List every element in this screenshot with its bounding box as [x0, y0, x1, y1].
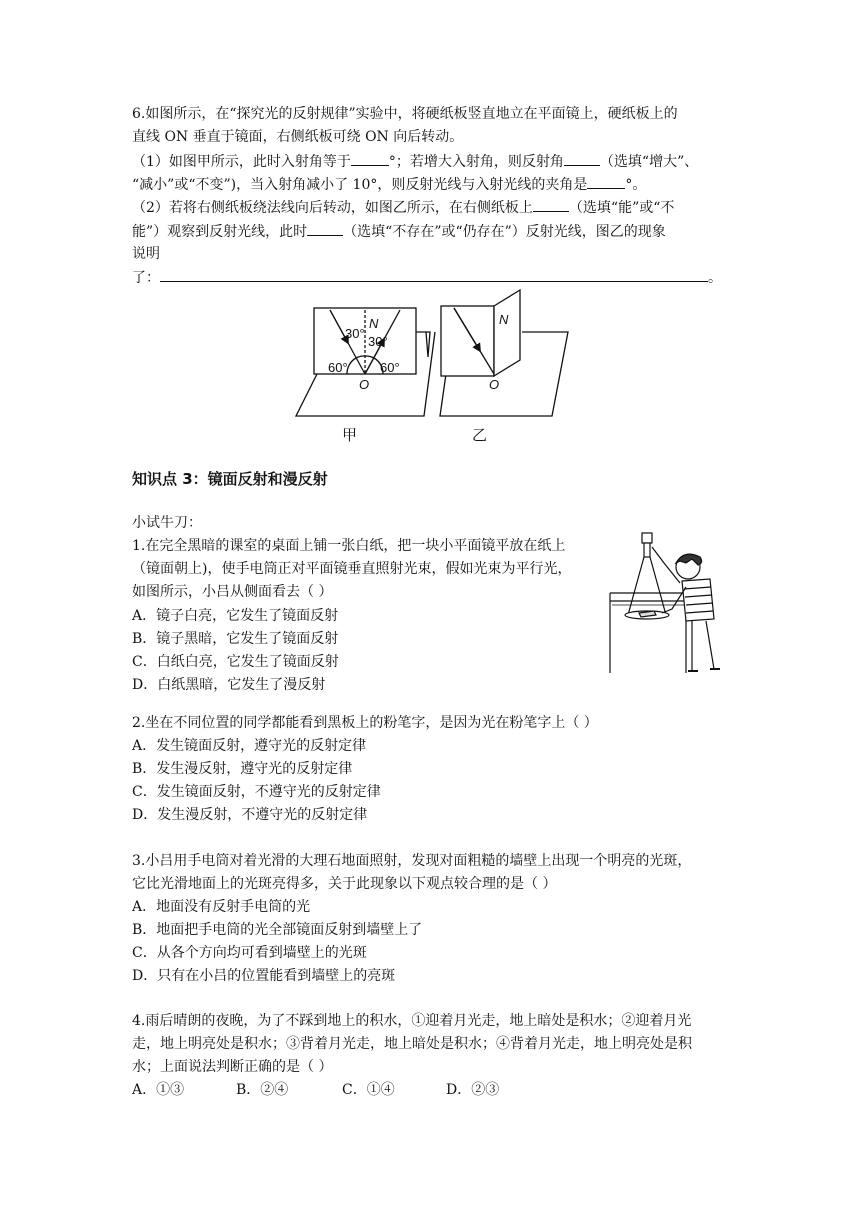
q6-part2-text-a: （2）若将右侧纸板绕法线向后转动，如图乙所示，在右侧纸板上	[132, 200, 533, 216]
cardboard-b-right	[494, 290, 520, 376]
angle-label-30-left: 30°	[345, 326, 365, 341]
section-intro: 小试牛刀：	[132, 515, 202, 531]
reflection-experiment-figure	[290, 284, 590, 450]
q1-line-1: 1.在完全黑暗的课室的桌面上铺一张白纸，把一块小平面镜平放在纸上	[132, 538, 566, 554]
q1-option-c[interactable]: C．白纸白亮，它发生了镜面反射	[132, 654, 339, 670]
q4-option-d[interactable]: D．②③	[446, 1082, 500, 1098]
angle-label-30-right: 30°	[368, 334, 388, 349]
q2-option-b[interactable]: B．发生漫反射，遵守光的反射定律	[132, 761, 353, 777]
q6-part2-text-d: （选填“不存在”或“仍存在”）反射光线，图乙的现象	[343, 224, 666, 240]
q6-part2-text-c: 能”）观察到反射光线，此时	[132, 224, 308, 240]
q6-part2-text-f: 。	[708, 270, 722, 286]
q6-part2-text-e: 了：	[132, 270, 160, 286]
q6-line-6	[132, 221, 666, 242]
q6-line-3	[132, 151, 698, 172]
q2-stem: 2.坐在不同位置的同学都能看到黑板上的粉笔字，是因为光在粉笔字上（ ）	[132, 715, 598, 731]
q6-part1-text-e: °。	[625, 177, 647, 193]
normal-label-b: N	[499, 312, 509, 327]
q4-option-a[interactable]: A．①③	[132, 1082, 185, 1098]
q4-line-3: 水；上面说法判断正确的是（ ）	[132, 1059, 333, 1075]
angle-label-60-left: 60°	[328, 360, 348, 375]
cardboard-b-left	[441, 306, 494, 376]
q1-option-b[interactable]: B．镜子黑暗，它发生了镜面反射	[132, 631, 339, 647]
ray-exists-blank[interactable]	[307, 221, 343, 236]
incidence-angle-blank[interactable]	[351, 151, 389, 166]
q4-option-b[interactable]: B．②④	[236, 1082, 289, 1098]
q6-part1-text-c: （选填“增大”、	[599, 154, 699, 170]
point-label-b: O	[489, 377, 500, 392]
normal-label-a: N	[369, 316, 379, 331]
q6-part2-text-b: （选填“能”或“不	[568, 200, 675, 216]
q1-option-a[interactable]: A．镜子白亮，它发生了镜面反射	[132, 608, 339, 624]
q4-option-c[interactable]: C．①④	[342, 1082, 395, 1098]
q3-option-a[interactable]: A．地面没有反射手电筒的光	[132, 899, 311, 915]
q1-option-d[interactable]: D．白纸黑暗，它发生了漫反射	[132, 677, 326, 693]
q1-line-2: （镜面朝上)，使手电筒正对平面镜垂直照射光束，假如光束为平行光，	[132, 561, 572, 577]
q3-line-1: 3.小吕用手电筒对着光滑的大理石地面照射，发现对面粗糙的墙壁上出现一个明亮的光斑，	[132, 853, 692, 869]
point-label-a: O	[359, 377, 370, 392]
q6-line-2: 直线 ON 垂直于镜面，右侧纸板可绕 ON 向后转动。	[132, 129, 464, 145]
q6-part1-text-a: （1）如图甲所示，此时入射角等于	[132, 154, 351, 170]
q6-part1-text-b: °；若增大入射角，则反射角	[388, 154, 564, 170]
angle-label-60-right: 60°	[380, 360, 400, 375]
can-observe-blank[interactable]	[533, 197, 569, 212]
q2-option-d[interactable]: D．发生漫反射，不遵守光的反射定律	[132, 807, 368, 823]
q6-line-4	[132, 174, 646, 195]
caption-a: 甲	[342, 427, 358, 444]
flashlight-student-illustration	[606, 527, 742, 675]
q6-part1-text-d: “减小”或“不变”)，当入射角减小了 10°，则反射光线与入射光线的夹角是	[132, 177, 588, 193]
reflection-angle-blank[interactable]	[564, 151, 600, 166]
caption-b: 乙	[472, 427, 488, 444]
q4-line-2: 走，地上明亮处是积水；③背着月光走，地上暗处是积水；④背着月光走，地上明亮处是积	[132, 1036, 692, 1052]
q6-line-7: 说明	[132, 246, 160, 262]
angle-between-rays-blank[interactable]	[587, 174, 625, 189]
q2-option-c[interactable]: C．发生镜面反射，不遵守光的反射定律	[132, 784, 381, 800]
q3-line-2: 它比光滑地面上的光斑亮得多，关于此现象以下观点较合理的是（ ）	[132, 876, 557, 892]
q3-option-b[interactable]: B．地面把手电筒的光全部镜面反射到墙壁上了	[132, 922, 423, 938]
section-heading: 知识点 3：镜面反射和漫反射	[132, 470, 328, 488]
q6-line-1: 6.如图所示，在“探究光的反射规律”实验中，将硬纸板竖直地立在平面镜上，硬纸板上的	[132, 106, 678, 122]
q6-line-5	[132, 197, 674, 218]
phenomenon-explanation-blank[interactable]	[160, 267, 708, 282]
q3-option-c[interactable]: C．从各个方向均可看到墙壁上的光斑	[132, 945, 367, 961]
q1-line-3: 如图所示，小吕从侧面看去（ ）	[132, 584, 333, 600]
q4-line-1: 4.雨后晴朗的夜晚，为了不踩到地上的积水，①迎着月光走，地上暗处是积水；②迎着月光	[132, 1013, 692, 1029]
q2-option-a[interactable]: A．发生镜面反射，遵守光的反射定律	[132, 738, 367, 754]
q3-option-d[interactable]: D．只有在小吕的位置能看到墙壁上的亮斑	[132, 968, 396, 984]
